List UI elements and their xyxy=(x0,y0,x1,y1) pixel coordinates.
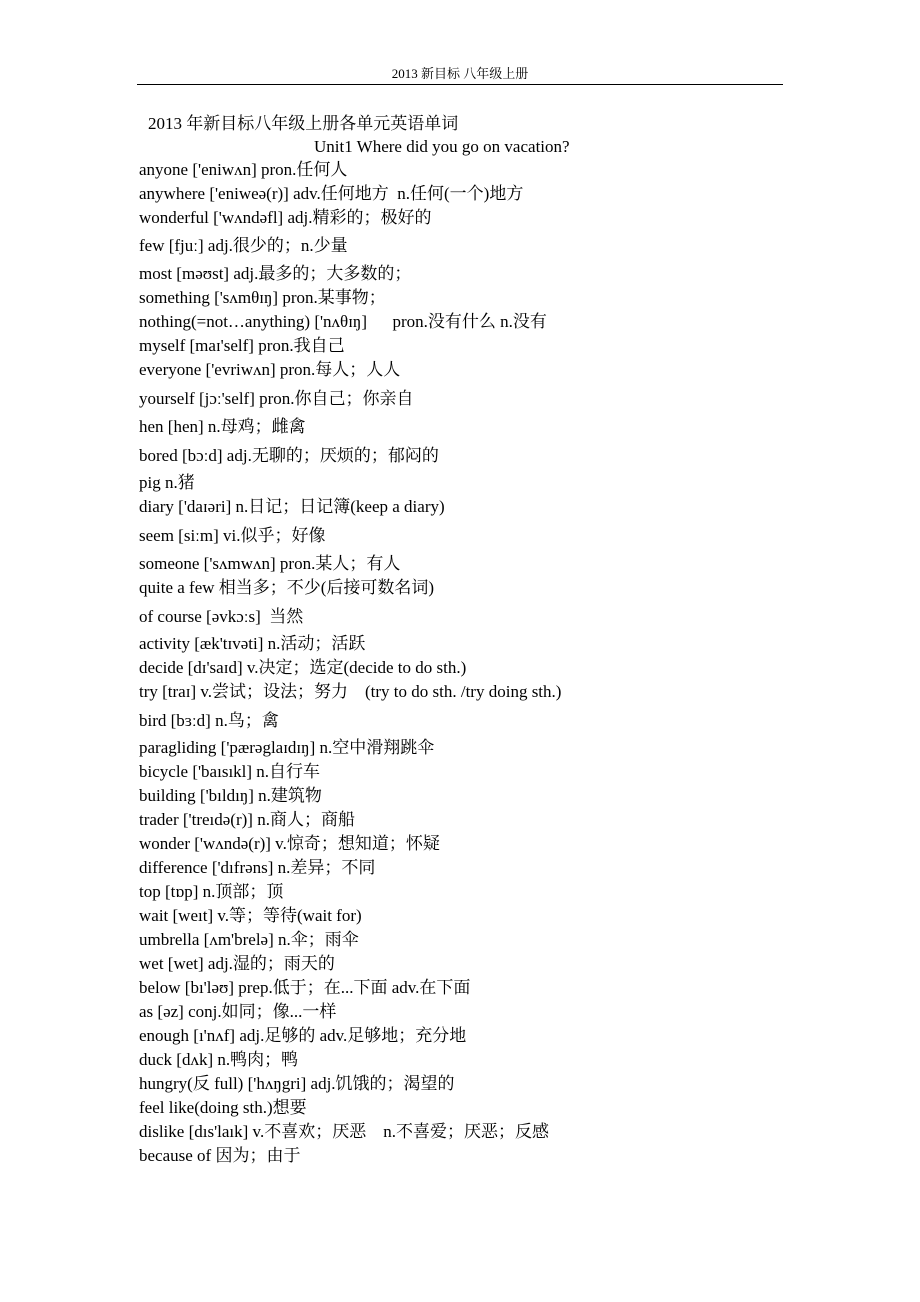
vocab-entry: dislike [dıs'laık] v.不喜欢；厌恶 n.不喜爱；厌恶；反感 xyxy=(139,1122,549,1141)
vocab-entry: quite a few 相当多；不少(后接可数名词) xyxy=(139,578,435,597)
vocab-entry: someone ['sʌmwʌn] pron.某人；有人 xyxy=(139,554,401,573)
vocab-entry: umbrella [ʌm'brelə] n.伞；雨伞 xyxy=(139,930,359,949)
vocab-entry: top [tɒp] n.顶部；顶 xyxy=(139,882,284,901)
vocab-entry: wait [weıt] v.等；等待(wait for) xyxy=(139,906,362,925)
vocab-entry: anyone ['eniwʌn] pron.任何人 xyxy=(139,160,348,179)
vocab-entry: everyone ['evriwʌn] pron.每人；人人 xyxy=(139,360,401,379)
vocab-entry: wonder ['wʌndə(r)] v.惊奇；想知道；怀疑 xyxy=(139,834,440,853)
vocab-entry: wet [wet] adj.湿的；雨天的 xyxy=(139,954,335,973)
vocab-entry: because of 因为；由于 xyxy=(139,1146,301,1165)
vocab-entry: building ['bıldıŋ] n.建筑物 xyxy=(139,786,322,805)
vocab-entry: as [əz] conj.如同；像...一样 xyxy=(139,1002,337,1021)
vocab-entry: trader ['treıdə(r)] n.商人；商船 xyxy=(139,810,355,829)
vocab-entry: yourself [jɔː'self] pron.你自己；你亲自 xyxy=(139,389,414,408)
vocab-entry: bored [bɔːd] adj.无聊的；厌烦的；郁闷的 xyxy=(139,446,439,465)
vocab-entry: wonderful ['wʌndəfl] adj.精彩的；极好的 xyxy=(139,208,432,227)
vocab-entry: diary ['daɪəri] n.日记；日记簿(keep a diary) xyxy=(139,497,445,516)
unit-heading: Unit1 Where did you go on vacation? xyxy=(314,137,570,156)
vocab-entry: difference ['dıfrəns] n.差异；不同 xyxy=(139,858,376,877)
vocab-entry: of course [əvkɔːs] 当然 xyxy=(139,607,304,626)
vocab-entry: activity [æk'tɪvəti] n.活动；活跃 xyxy=(139,634,366,653)
vocab-entry: seem [siːm] vi.似乎；好像 xyxy=(139,526,326,545)
vocab-entry: decide [dɪ'saɪd] v.决定；选定(decide to do sth.) xyxy=(139,658,467,677)
vocab-entry: anywhere ['eniweə(r)] adv.任何地方 n.任何(一个)地方 xyxy=(139,184,524,203)
vocab-entry: something ['sʌmθɪŋ] pron.某事物； xyxy=(139,288,386,307)
vocab-entry: paragliding ['pærəglaɪdɪŋ] n.空中滑翔跳伞 xyxy=(139,738,435,757)
vocab-entry: try [traɪ] v.尝试；设法；努力 (try to do sth. /try doing sth.) xyxy=(139,682,562,701)
document-title: 2013 年新目标八年级上册各单元英语单词 xyxy=(148,114,459,133)
vocab-entry: pig n.猪 xyxy=(139,473,195,492)
vocab-entry: most [məʊst] adj.最多的；大多数的； xyxy=(139,264,412,283)
vocab-entry: feel like(doing sth.)想要 xyxy=(139,1098,307,1117)
vocab-entry: few [fjuː] adj.很少的；n.少量 xyxy=(139,236,348,255)
vocab-entry: hungry(反 full) ['hʌŋgri] adj.饥饿的；渴望的 xyxy=(139,1074,455,1093)
vocab-entry: myself [maɪ'self] pron.我自己 xyxy=(139,336,345,355)
vocab-entry: bicycle ['baısıkl] n.自行车 xyxy=(139,762,321,781)
vocab-entry: bird [bɜːd] n.鸟；禽 xyxy=(139,711,279,730)
vocab-entry: nothing(=not…anything) ['nʌθɪŋ] pron.没有什么 n.没有 xyxy=(139,312,547,331)
vocab-entry: enough [ı'nʌf] adj.足够的 adv.足够地；充分地 xyxy=(139,1026,467,1045)
vocab-entry: below [bı'ləʊ] prep.低于；在...下面 adv.在下面 xyxy=(139,978,471,997)
page-header: 2013 新目标 八年级上册 xyxy=(137,64,783,85)
vocab-entry: duck [dʌk] n.鸭肉；鸭 xyxy=(139,1050,299,1069)
vocab-entry: hen [hen] n.母鸡；雌禽 xyxy=(139,417,306,436)
